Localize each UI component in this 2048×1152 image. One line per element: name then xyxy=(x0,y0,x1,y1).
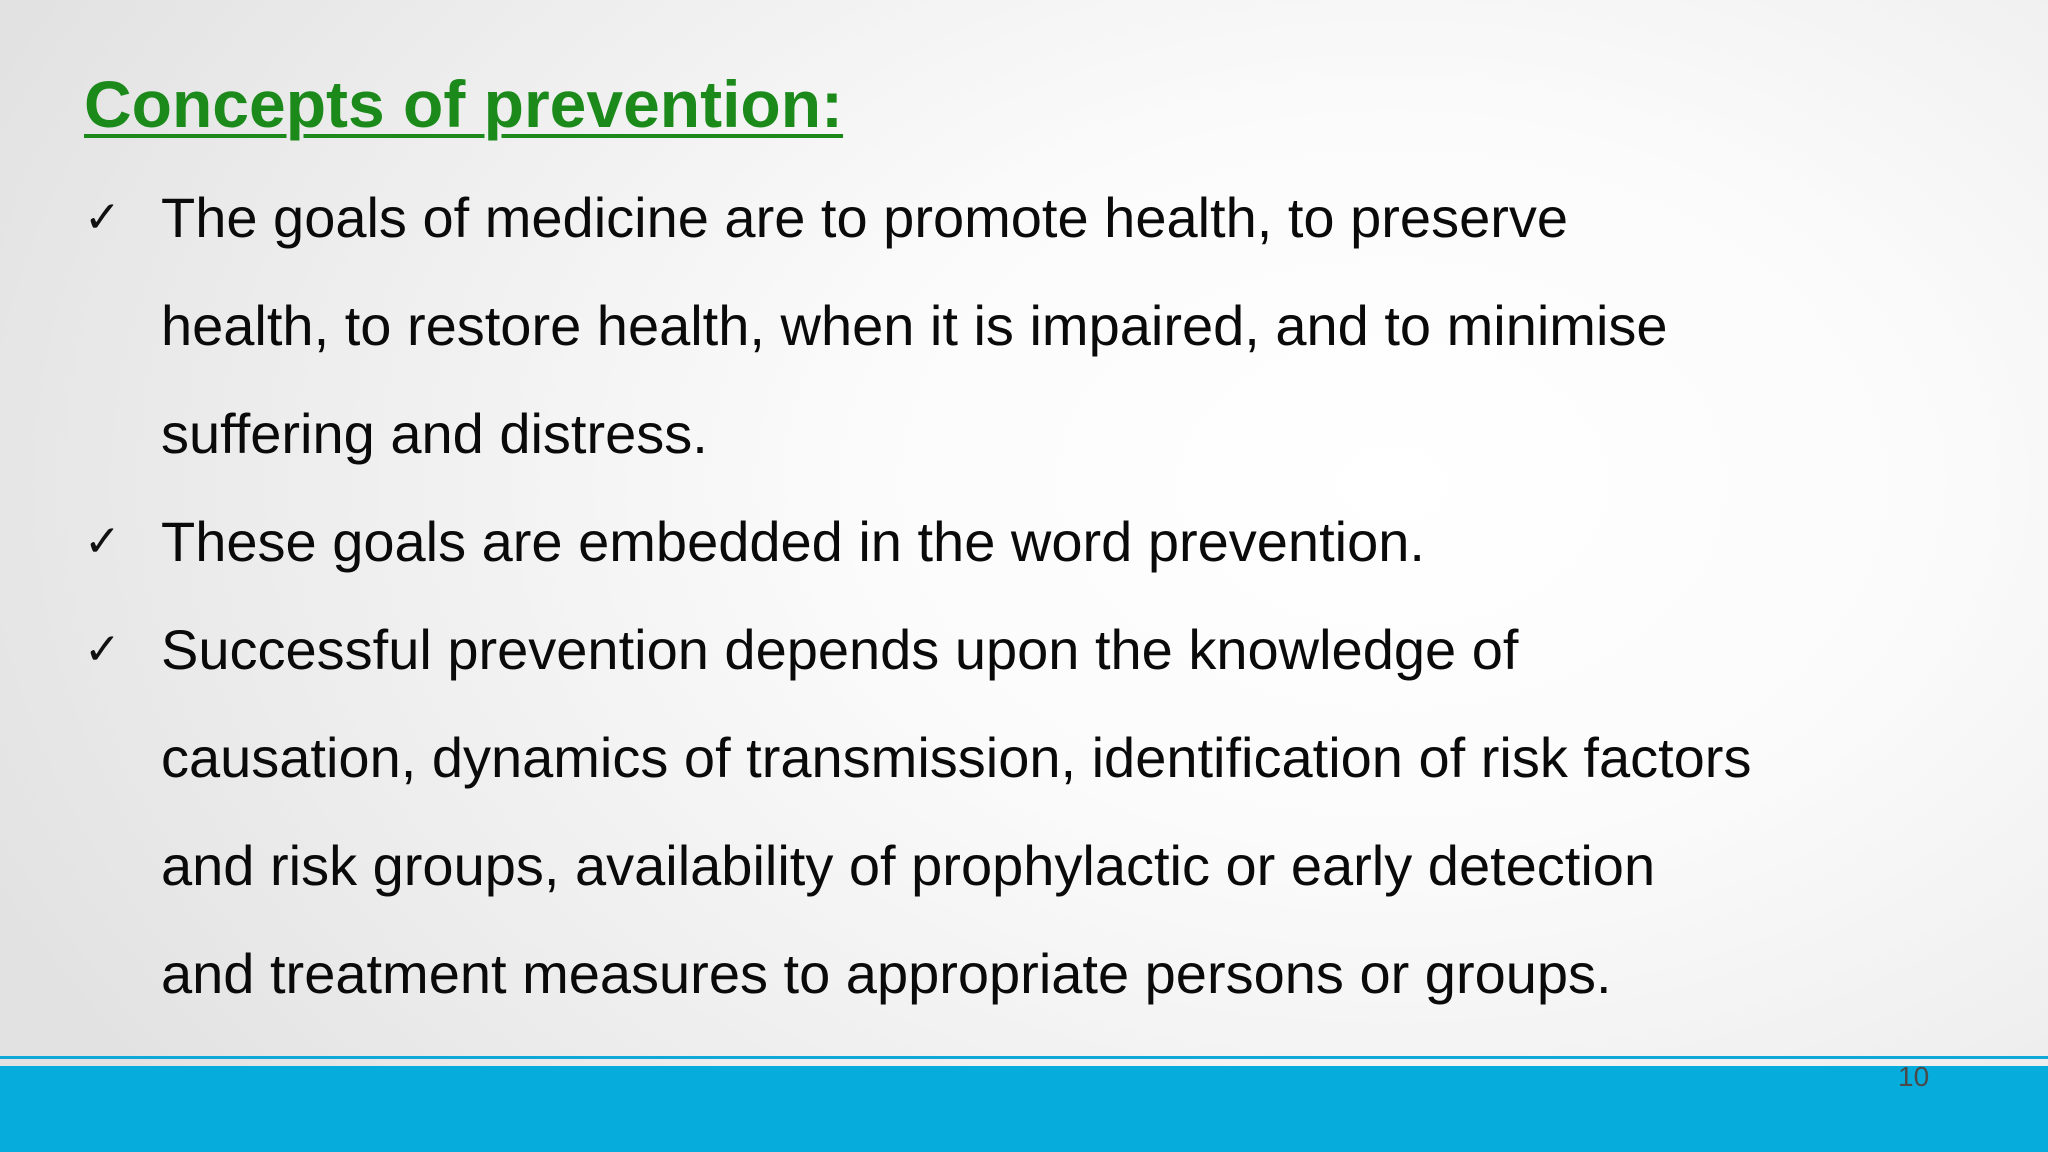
bullet-item xyxy=(84,596,1984,1028)
bullet-line: suffering and distress. xyxy=(161,402,708,465)
checkmark-icon: ✓ xyxy=(84,192,121,243)
bullet-line: and treatment measures to appropriate persons or groups. xyxy=(161,942,1612,1005)
checkmark-icon: ✓ xyxy=(84,516,121,567)
bullet-list xyxy=(84,164,1984,1028)
bullet-line: causation, dynamics of transmission, identification of risk factors xyxy=(161,726,1752,789)
bullet-line: and risk groups, availability of prophylactic or early detection xyxy=(161,834,1656,897)
bullet-line: Successful prevention depends upon the knowledge of xyxy=(161,618,1519,681)
slide-number: 10 xyxy=(1898,1061,1930,1092)
slide-title: Concepts of prevention: xyxy=(84,67,844,141)
bullet-item xyxy=(84,488,1984,596)
bullet-item xyxy=(84,164,1984,488)
footer-divider xyxy=(0,1056,2048,1059)
checkmark-icon: ✓ xyxy=(84,624,121,675)
footer-bar xyxy=(0,1066,2048,1152)
bullet-line: The goals of medicine are to promote health, to preserve xyxy=(161,186,1568,249)
bullet-line: health, to restore health, when it is impaired, and to minimise xyxy=(161,294,1668,357)
bullet-line: These goals are embedded in the word prevention. xyxy=(161,510,1425,573)
